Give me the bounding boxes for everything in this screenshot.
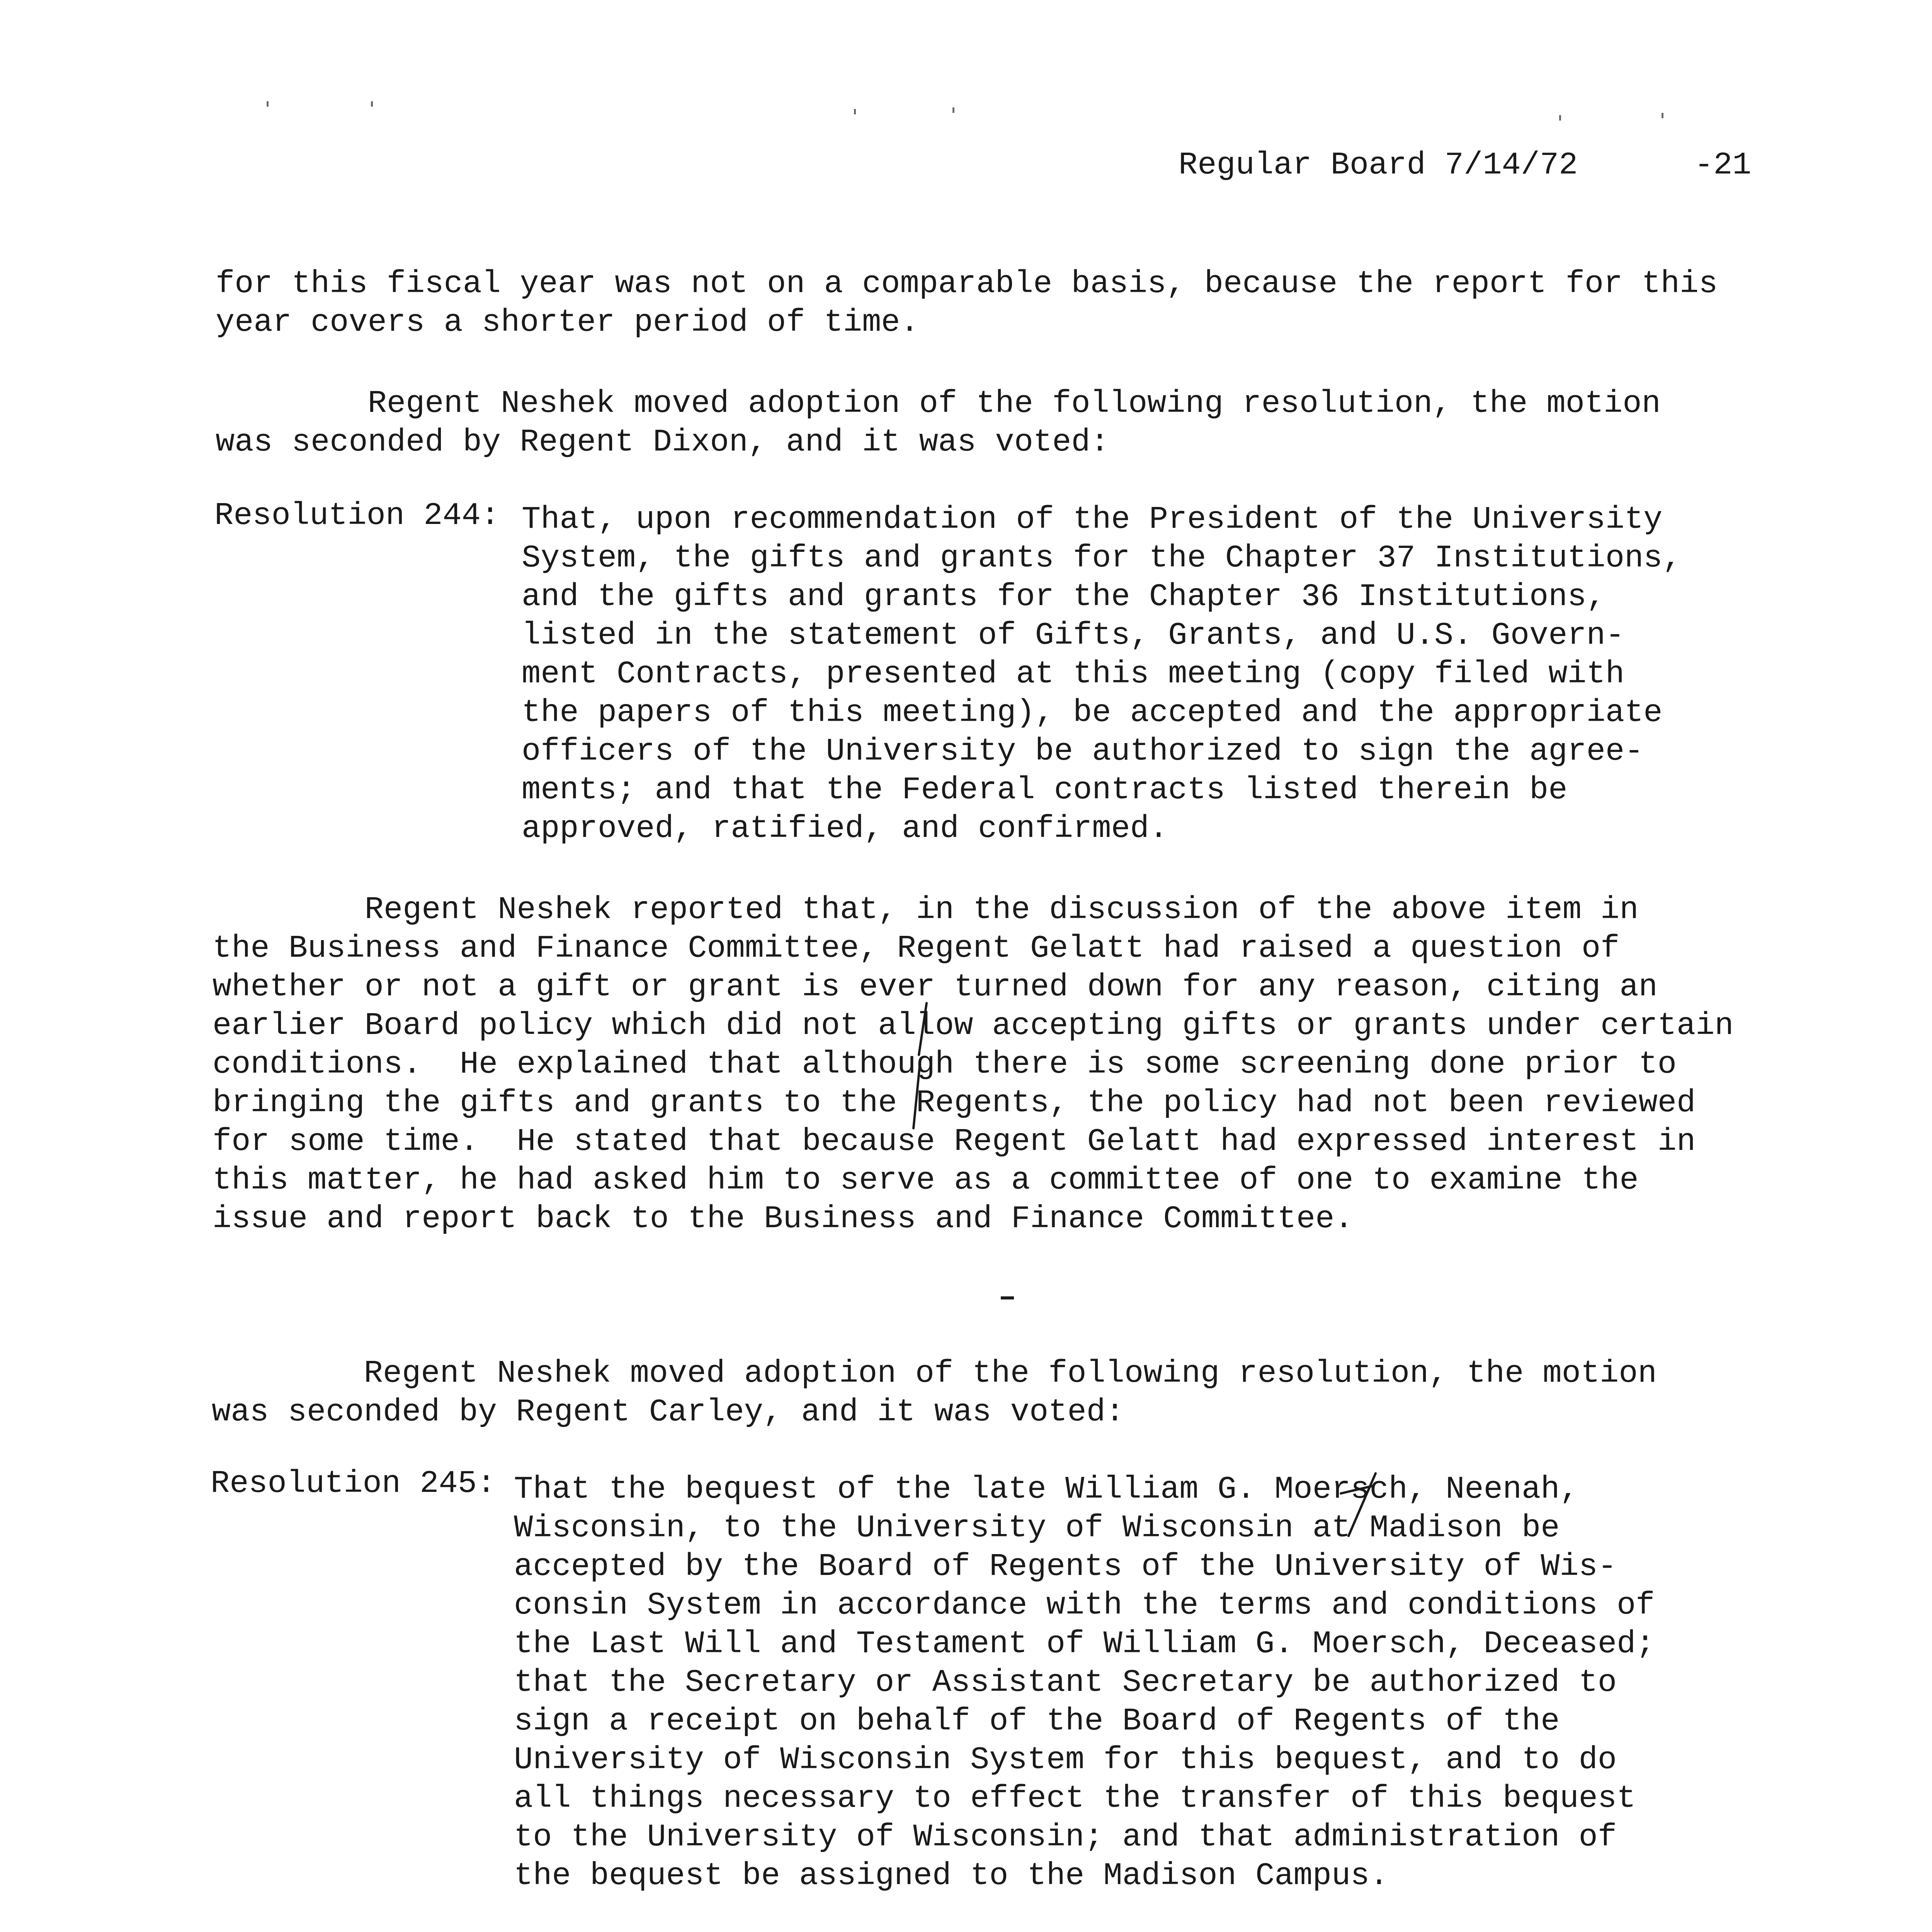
resolution-245-label: Resolution 245: [211,1466,496,1502]
text-line: earlier Board policy which did not allow accepting gifts or grants under certain [213,1008,1734,1044]
text-line: was seconded by Regent Carley, and it was voted: [212,1394,1124,1430]
text-line: issue and report back to the Business and Finance Committee. [213,1201,1354,1237]
resolution-245-text [514,1470,1655,1895]
section-divider [1001,1296,1014,1299]
paragraph-fiscal-year [216,265,1781,342]
resolution-244-text [522,500,1682,848]
pen-mark [1337,1470,1383,1548]
text-line: this matter, he had asked him to serve as a committee of one to examine the [213,1162,1639,1199]
text-line: was seconded by Regent Dixon, and it was voted: [216,424,1109,461]
text-line: ment Contracts, presented at this meeting (copy filed with [522,656,1625,692]
text-line: Regent Neshek moved adoption of the following resolution, the motion [216,386,1661,422]
scan-speck [952,107,954,113]
scan-speck [854,109,856,114]
text-line: consin System in accordance with the terms and conditions of [514,1587,1655,1624]
scan-speck [371,101,373,107]
text-line: year covers a shorter period of time. [216,304,919,341]
text-line: That, upon recommendation of the President of the University [522,502,1663,537]
text-line: for some time. He stated that because Regent Gelatt had expressed interest in [213,1124,1696,1160]
text-line: conditions. He explained that although there is some screening done prior to [213,1046,1677,1083]
text-line: University of Wisconsin System for this bequest, and to do [514,1742,1617,1778]
text-line: System, the gifts and grants for the Chapter 37 Institutions, [522,540,1682,577]
paragraph-motion-carley [212,1354,1777,1432]
text-line: officers of the University be authorized to sign the agree- [522,733,1644,770]
resolution-244-label: Resolution 244: [214,498,500,534]
text-line: the papers of this meeting), be accepted and the appropriate [522,695,1663,731]
pen-mark [908,1001,931,1148]
text-line: whether or not a gift or grant is ever turned down for any reason, citing an [213,969,1658,1005]
text-line: listed in the statement of Gifts, Grants, and U.S. Govern- [522,617,1625,654]
text-line: and the gifts and grants for the Chapter 36 Institutions, [522,579,1605,615]
text-line: the bequest be assigned to the Madison Campus. [514,1858,1389,1894]
text-line: Regent Neshek reported that, in the discussion of the above item in [213,892,1639,928]
header-page-number: -21 [1694,147,1752,183]
text-line: approved, ratified, and confirmed. [522,811,1168,847]
text-line: ments; and that the Federal contracts listed therein be [522,772,1568,808]
text-line: bringing the gifts and grants to the Regents, the policy had not been reviewed [213,1085,1696,1121]
paragraph-gelatt-policy [213,891,1777,1238]
text-line: the Business and Finance Committee, Regent Gelatt had raised a question of [213,930,1620,967]
scan-speck [267,101,269,107]
text-line: the Last Will and Testament of William G. Moersch, Deceased; [514,1626,1655,1662]
text-line: Regent Neshek moved adoption of the following resolution, the motion [212,1355,1657,1391]
running-head: Regular Board 7/14/72 [1179,147,1578,183]
text-line: to the University of Wisconsin; and that administration of [514,1819,1617,1855]
paragraph-motion-dixon [216,384,1781,462]
scan-speck [1559,115,1561,121]
text-line: Wisconsin, to the University of Wisconsin at Madison be [514,1510,1560,1546]
text-line: That the bequest of the late William G. Moersch, Neenah, [514,1471,1579,1507]
text-line: all things necessary to effect the transfer of this bequest [514,1781,1636,1817]
scan-speck [1662,113,1663,118]
text-line: accepted by the Board of Regents of the University of Wis- [514,1549,1617,1585]
text-line: for this fiscal year was not on a comparable basis, because the report for this [216,266,1718,302]
text-line: sign a receipt on behalf of the Board of Regents of the [514,1703,1560,1740]
text-line: that the Secretary or Assistant Secretary be authorized to [514,1665,1617,1701]
